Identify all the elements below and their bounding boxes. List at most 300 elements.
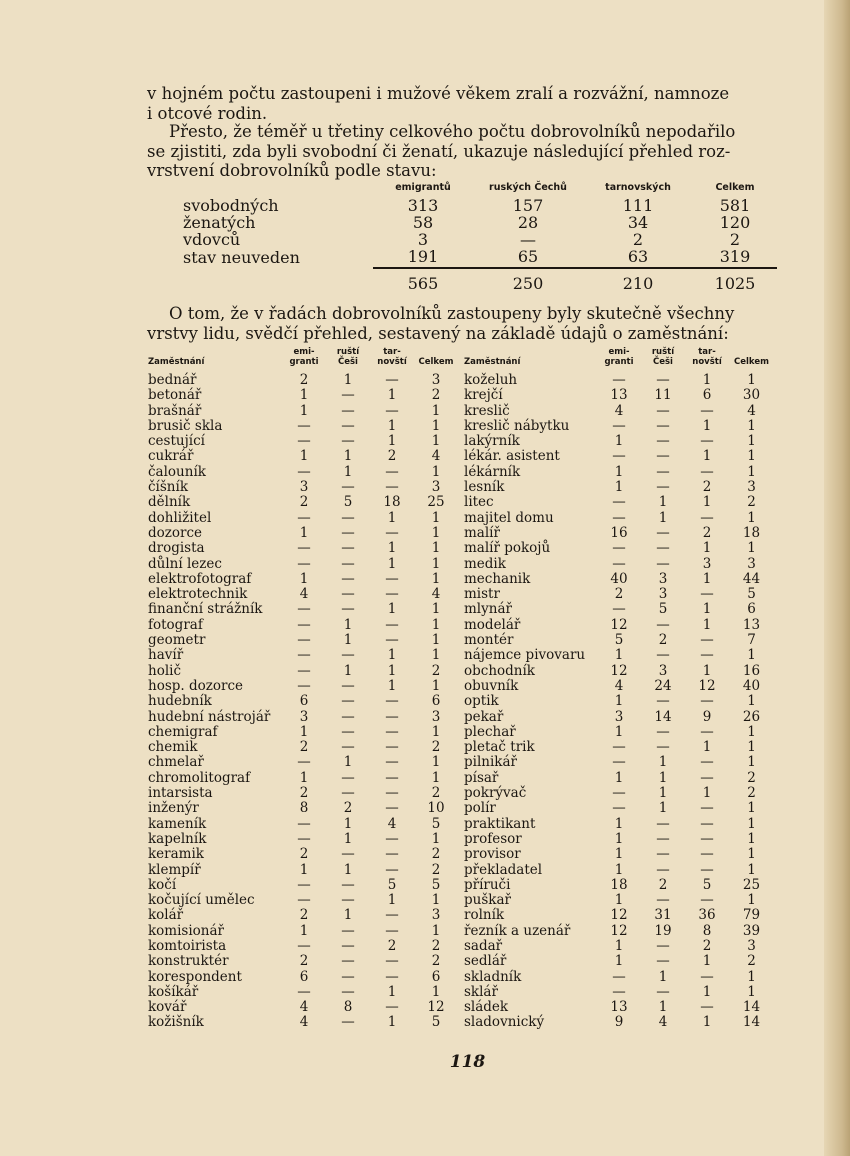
count-cell: 1 xyxy=(658,769,668,786)
count-cell: — xyxy=(656,555,670,572)
count-cell: 1 xyxy=(658,494,668,511)
count-cell: 1 xyxy=(702,785,712,802)
cell: 313 xyxy=(407,196,439,215)
cell: 3 xyxy=(417,230,429,249)
count-cell: — xyxy=(700,509,714,526)
count-cell: 24 xyxy=(654,677,672,694)
count-cell: — xyxy=(297,815,311,832)
count-cell: — xyxy=(297,983,311,1000)
count-cell: — xyxy=(341,555,355,572)
count-cell: — xyxy=(341,739,355,756)
table-row xyxy=(464,557,774,572)
count-cell: — xyxy=(700,632,714,649)
occupation-name: puškař xyxy=(464,892,511,909)
table-row xyxy=(148,786,458,801)
occupation-name: profesor xyxy=(464,830,522,847)
count-cell: — xyxy=(385,693,399,710)
occupation-name: obchodník xyxy=(464,662,535,679)
count-cell: — xyxy=(341,937,355,954)
occupation-name: chromolitograf xyxy=(148,769,251,786)
occupation-name: sadař xyxy=(464,937,503,954)
count-cell: — xyxy=(385,785,399,802)
count-cell: 1 xyxy=(387,509,397,526)
table-row xyxy=(148,633,458,648)
count-cell: 16 xyxy=(610,524,628,541)
table-row xyxy=(464,541,774,556)
count-cell: 3 xyxy=(299,708,309,725)
occupation-name: pekař xyxy=(464,708,504,725)
table-row xyxy=(148,572,458,587)
count-cell: 1 xyxy=(343,463,353,480)
count-cell: 26 xyxy=(742,708,761,725)
count-cell: — xyxy=(297,616,311,633)
count-cell: 1 xyxy=(747,647,756,664)
table-row xyxy=(148,602,458,617)
column-header: tar- novští xyxy=(377,347,407,367)
count-cell: — xyxy=(612,555,626,572)
count-cell: 1 xyxy=(431,402,441,419)
occupation-name: komisionář xyxy=(148,922,224,939)
count-cell: — xyxy=(297,830,311,847)
cell: 63 xyxy=(627,247,649,266)
occupation-name: lesník xyxy=(464,479,505,496)
occupation-rows-right xyxy=(464,373,774,1031)
count-cell: 1 xyxy=(343,372,353,388)
count-cell: — xyxy=(612,754,626,771)
count-cell: 1 xyxy=(747,892,756,909)
marital-status-table xyxy=(183,182,777,292)
occupation-name: cukrář xyxy=(148,448,194,465)
table-row xyxy=(148,878,458,893)
table-row xyxy=(464,771,774,786)
count-cell: 6 xyxy=(702,387,712,404)
table-row xyxy=(464,679,774,694)
count-cell: 1 xyxy=(299,387,309,404)
count-cell: 3 xyxy=(614,708,624,725)
count-cell: — xyxy=(612,494,626,511)
count-cell: 1 xyxy=(431,417,441,434)
count-cell: 1 xyxy=(387,647,397,664)
cell: 157 xyxy=(512,196,544,215)
count-cell: — xyxy=(297,892,311,909)
table-row xyxy=(464,863,774,878)
count-cell: 6 xyxy=(431,693,441,710)
count-cell: — xyxy=(341,876,355,893)
count-cell: 6 xyxy=(747,601,756,618)
column-header: ruští Češi xyxy=(651,347,675,367)
table-row xyxy=(464,511,774,526)
table-row xyxy=(464,801,774,816)
occupation-name: finanční strážník xyxy=(148,601,263,618)
count-cell: — xyxy=(297,540,311,557)
count-cell: 3 xyxy=(431,708,441,725)
column-header: ruských Čechů xyxy=(489,182,567,193)
table-row xyxy=(464,970,774,985)
occupation-name: kreslič nábytku xyxy=(464,417,570,434)
occupation-name: obuvník xyxy=(464,677,519,694)
count-cell: — xyxy=(656,739,670,756)
count-cell: — xyxy=(656,861,670,878)
count-cell: 31 xyxy=(654,907,672,924)
table-row xyxy=(148,541,458,556)
count-cell: 2 xyxy=(431,861,441,878)
count-cell: 1 xyxy=(747,723,756,740)
occupation-name: optik xyxy=(464,693,499,710)
count-cell: 1 xyxy=(747,540,756,557)
count-cell: — xyxy=(341,402,355,419)
text-line: Přesto, že téměř u třetiny celkového počtu dobrovolníků nepodařilo xyxy=(169,122,736,141)
count-cell: 2 xyxy=(431,662,441,679)
occupation-name: rolník xyxy=(464,907,505,924)
table-row xyxy=(464,587,774,602)
count-cell: 1 xyxy=(702,372,712,388)
count-cell: 12 xyxy=(698,677,716,694)
count-cell: — xyxy=(341,647,355,664)
occupation-name: komtoirista xyxy=(148,937,227,954)
count-cell: 6 xyxy=(299,693,309,710)
occupation-name: dozorce xyxy=(148,524,203,541)
count-cell: — xyxy=(297,937,311,954)
occupation-name: čalouník xyxy=(148,463,206,480)
count-cell: — xyxy=(341,846,355,863)
count-cell: 1 xyxy=(702,662,712,679)
count-cell: — xyxy=(656,892,670,909)
occupation-name: plechař xyxy=(464,723,516,740)
table-row xyxy=(464,572,774,587)
count-cell: 1 xyxy=(431,723,441,740)
count-cell: 1 xyxy=(702,448,712,465)
count-cell: — xyxy=(385,922,399,939)
occupation-name: písař xyxy=(464,769,499,786)
count-cell: — xyxy=(385,586,399,603)
occupation-name: kožišník xyxy=(148,1014,204,1031)
count-cell: 1 xyxy=(747,815,756,832)
table-row xyxy=(464,954,774,969)
table-row xyxy=(464,449,774,464)
table-row xyxy=(464,495,774,510)
count-cell: — xyxy=(385,632,399,649)
occupation-name: praktikant xyxy=(464,815,536,832)
table-row xyxy=(464,832,774,847)
occupation-name: dohližitel xyxy=(148,509,212,526)
count-cell: 2 xyxy=(299,846,309,863)
table-row xyxy=(464,388,774,403)
column-header: emigrantů xyxy=(395,182,451,193)
row-label: ženatých xyxy=(183,213,256,232)
count-cell: — xyxy=(385,953,399,970)
count-cell: 5 xyxy=(431,815,441,832)
count-cell: 4 xyxy=(387,815,397,832)
occupation-name: elektrofotograf xyxy=(148,570,252,587)
column-header: tar- novští xyxy=(692,347,722,367)
count-cell: 2 xyxy=(702,524,712,541)
count-cell: — xyxy=(612,601,626,618)
table-row xyxy=(464,725,774,740)
table-row xyxy=(148,847,458,862)
column-header: tarnovských xyxy=(605,182,671,193)
count-cell: 1 xyxy=(747,983,756,1000)
count-cell: — xyxy=(385,754,399,771)
occupation-name: medik xyxy=(464,555,506,572)
count-cell: 18 xyxy=(742,524,761,541)
count-cell: 1 xyxy=(431,632,441,649)
table-row xyxy=(148,939,458,954)
occupation-name: holič xyxy=(148,662,182,679)
count-cell: 13 xyxy=(610,387,628,404)
occupation-name: brusič skla xyxy=(148,417,223,434)
count-cell: 1 xyxy=(702,616,712,633)
count-cell: — xyxy=(385,861,399,878)
table-row xyxy=(148,465,458,480)
table-row xyxy=(148,725,458,740)
count-cell: 1 xyxy=(747,509,756,526)
count-cell: — xyxy=(612,372,626,388)
count-cell: — xyxy=(297,647,311,664)
count-cell: 14 xyxy=(742,999,761,1016)
occupation-name: kolář xyxy=(148,907,184,924)
table-row xyxy=(464,755,774,770)
occupation-name: bednář xyxy=(148,372,197,388)
column-header: Zaměstnání xyxy=(464,357,521,367)
cell: 34 xyxy=(627,213,649,232)
occupation-header-row xyxy=(148,347,458,373)
count-cell: — xyxy=(656,953,670,970)
count-cell: 2 xyxy=(614,586,624,603)
count-cell: — xyxy=(656,463,670,480)
count-cell: — xyxy=(656,448,670,465)
count-cell: 19 xyxy=(654,922,672,939)
table-row xyxy=(148,679,458,694)
count-cell: — xyxy=(656,417,670,434)
count-cell: — xyxy=(385,570,399,587)
total-cell: 250 xyxy=(473,268,583,292)
count-cell: — xyxy=(297,509,311,526)
occupation-name: hosp. dozorce xyxy=(148,677,243,694)
count-cell: 1 xyxy=(614,815,624,832)
count-cell: 12 xyxy=(610,907,628,924)
count-cell: 1 xyxy=(658,509,668,526)
occupation-name: pokrývač xyxy=(464,785,527,802)
count-cell: — xyxy=(656,937,670,954)
count-cell: 1 xyxy=(702,983,712,1000)
table-row xyxy=(148,832,458,847)
count-cell: — xyxy=(612,983,626,1000)
count-cell: — xyxy=(341,708,355,725)
count-cell: — xyxy=(297,876,311,893)
cell: — xyxy=(520,230,536,249)
count-cell: — xyxy=(700,800,714,817)
count-cell: 4 xyxy=(431,586,441,603)
count-cell: 13 xyxy=(610,999,628,1016)
count-cell: 1 xyxy=(431,983,441,1000)
table-row xyxy=(148,893,458,908)
occupation-name: kapelník xyxy=(148,830,207,847)
count-cell: 1 xyxy=(702,739,712,756)
total-cell: 1025 xyxy=(693,268,777,292)
count-cell: 1 xyxy=(702,540,712,557)
occupation-name: brašnář xyxy=(148,402,202,419)
occupation-name: lékár. asistent xyxy=(464,448,560,465)
count-cell: 1 xyxy=(431,830,441,847)
occupation-name: kočí xyxy=(148,876,177,893)
count-cell: 1 xyxy=(343,662,353,679)
occupation-name: intarsista xyxy=(148,785,213,802)
occupation-name: malíř pokojů xyxy=(464,540,551,557)
occupation-name: fotograf xyxy=(148,616,203,633)
table-row xyxy=(464,664,774,679)
count-cell: — xyxy=(656,402,670,419)
page-number: 118 xyxy=(449,1052,486,1072)
count-cell: 1 xyxy=(747,739,756,756)
count-cell: — xyxy=(341,785,355,802)
count-cell: — xyxy=(385,708,399,725)
count-cell: — xyxy=(656,540,670,557)
occupation-name: lakýrník xyxy=(464,433,520,450)
count-cell: 1 xyxy=(658,785,668,802)
occupation-name: sedlář xyxy=(464,953,507,970)
count-cell: — xyxy=(385,968,399,985)
occupation-name: překladatel xyxy=(464,861,543,878)
count-cell: — xyxy=(385,800,399,817)
count-cell: 4 xyxy=(614,677,624,694)
count-cell: 4 xyxy=(299,999,309,1016)
count-cell: 1 xyxy=(747,861,756,878)
count-cell: 2 xyxy=(299,372,309,388)
count-cell: 1 xyxy=(343,830,353,847)
occupation-name: skladník xyxy=(464,968,522,985)
occupation-name: řezník a uzenář xyxy=(464,922,571,939)
table-row xyxy=(148,511,458,526)
count-cell: — xyxy=(341,953,355,970)
count-cell: 1 xyxy=(658,800,668,817)
count-cell: 1 xyxy=(747,968,756,985)
count-cell: 30 xyxy=(742,387,761,404)
table-row xyxy=(464,419,774,434)
occupation-name: polír xyxy=(464,800,496,817)
column-header: emi- granti xyxy=(289,347,319,367)
table-row xyxy=(148,526,458,541)
table-row xyxy=(148,694,458,709)
occupation-name: důlní lezec xyxy=(148,555,222,572)
occupation-name: mistr xyxy=(464,586,500,603)
table-row xyxy=(148,557,458,572)
count-cell: 1 xyxy=(747,754,756,771)
table-row xyxy=(148,710,458,725)
count-cell: — xyxy=(612,509,626,526)
count-cell: 2 xyxy=(431,739,441,756)
count-cell: 2 xyxy=(299,907,309,924)
count-cell: 79 xyxy=(742,907,761,924)
count-cell: — xyxy=(297,754,311,771)
row-label: vdovců xyxy=(183,230,241,249)
count-cell: 18 xyxy=(383,494,401,511)
count-cell: 1 xyxy=(658,968,668,985)
count-cell: 1 xyxy=(387,892,397,909)
count-cell: 1 xyxy=(614,953,624,970)
count-cell: 2 xyxy=(747,785,756,802)
count-cell: — xyxy=(385,479,399,496)
count-cell: 9 xyxy=(702,708,712,725)
cell: 111 xyxy=(622,196,654,215)
occupation-name: kameník xyxy=(148,815,207,832)
count-cell: — xyxy=(341,1014,355,1031)
text-line: i otcové rodin. xyxy=(147,103,268,123)
count-cell: 1 xyxy=(614,769,624,786)
count-cell: 5 xyxy=(747,586,756,603)
count-cell: 14 xyxy=(742,1014,761,1031)
count-cell: — xyxy=(341,693,355,710)
count-cell: 1 xyxy=(614,463,624,480)
table-row xyxy=(464,710,774,725)
count-cell: 2 xyxy=(343,800,353,817)
count-cell: — xyxy=(612,800,626,817)
count-cell: 1 xyxy=(299,570,309,587)
count-cell: 1 xyxy=(431,509,441,526)
count-cell: — xyxy=(297,417,311,434)
count-cell: 1 xyxy=(658,754,668,771)
total-cell: 210 xyxy=(583,268,693,292)
count-cell: 2 xyxy=(387,937,397,954)
count-cell: 2 xyxy=(747,953,756,970)
count-cell: — xyxy=(341,479,355,496)
count-cell: 1 xyxy=(431,540,441,557)
cell: 120 xyxy=(719,213,751,232)
table-row xyxy=(464,465,774,480)
count-cell: 5 xyxy=(431,1014,441,1031)
count-cell: 1 xyxy=(387,540,397,557)
count-cell: — xyxy=(700,892,714,909)
count-cell: 5 xyxy=(702,876,712,893)
count-cell: — xyxy=(297,433,311,450)
count-cell: 18 xyxy=(610,876,628,893)
count-cell: — xyxy=(385,616,399,633)
count-cell: 8 xyxy=(343,999,353,1016)
count-cell: — xyxy=(341,723,355,740)
table-row xyxy=(148,434,458,449)
table-row xyxy=(464,924,774,939)
count-cell: 2 xyxy=(747,494,756,511)
count-cell: 5 xyxy=(343,494,353,511)
count-cell: — xyxy=(656,983,670,1000)
count-cell: 1 xyxy=(747,830,756,847)
column-header: emi- granti xyxy=(604,347,634,367)
count-cell: — xyxy=(700,999,714,1016)
count-cell: — xyxy=(700,846,714,863)
occupation-name: konstruktér xyxy=(148,953,229,970)
count-cell: 2 xyxy=(387,448,397,465)
count-cell: — xyxy=(341,922,355,939)
count-cell: 40 xyxy=(610,570,628,587)
count-cell: 2 xyxy=(431,937,441,954)
count-cell: 3 xyxy=(431,372,441,388)
occupation-name: keramik xyxy=(148,846,204,863)
occupation-name: hudební nástrojář xyxy=(148,708,271,725)
table-row xyxy=(148,664,458,679)
count-cell: 25 xyxy=(427,494,445,511)
table-row xyxy=(464,786,774,801)
count-cell: — xyxy=(656,616,670,633)
count-cell: 1 xyxy=(431,677,441,694)
table-row xyxy=(148,1015,458,1030)
occupation-name: dělník xyxy=(148,494,191,511)
table-row xyxy=(148,419,458,434)
count-cell: — xyxy=(656,372,670,388)
status-header-row xyxy=(183,182,777,197)
occupation-name: elektrotechnik xyxy=(148,586,248,603)
text-line: vrstvení dobrovolníků podle stavu: xyxy=(147,161,437,180)
table-row xyxy=(148,388,458,403)
count-cell: 1 xyxy=(299,723,309,740)
